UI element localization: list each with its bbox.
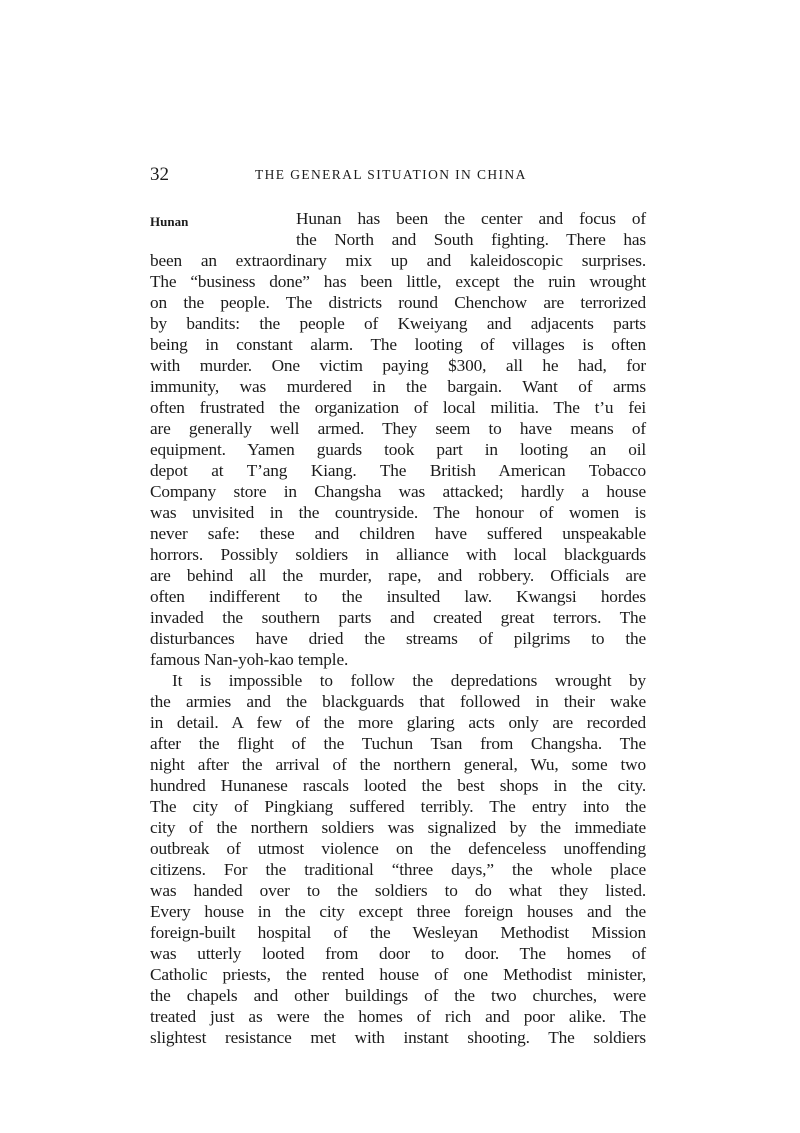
text-line: hundred Hunanese rascals looted the best shops in the city. — [150, 776, 646, 795]
page-header — [150, 163, 646, 187]
text-line: are generally well armed. They seem to have means of — [150, 419, 646, 438]
text-line: foreign-built hospital of the Wesleyan Methodist Mission — [150, 923, 646, 942]
text-line: Hunan has been the center and focus of — [296, 209, 646, 228]
paragraph — [150, 670, 646, 1048]
text-line: with murder. One victim paying $300, all he had, for — [150, 356, 646, 375]
text-line: night after the arrival of the northern general, Wu, some two — [150, 755, 646, 774]
text-line: in detail. A few of the more glaring acts only are recorded — [150, 713, 646, 732]
body-text — [150, 208, 646, 1048]
text-line: the chapels and other buildings of the two churches, were — [150, 986, 646, 1005]
text-line: It is impossible to follow the depredations wrought by — [172, 671, 646, 690]
text-line: immunity, was murdered in the bargain. Want of arms — [150, 377, 646, 396]
text-line: often frustrated the organization of local militia. The t’u fei — [150, 398, 646, 417]
text-line: was utterly looted from door to door. The homes of — [150, 944, 646, 963]
text-line: horrors. Possibly soldiers in alliance with local blackguards — [150, 545, 646, 564]
text-line: slightest resistance met with instant shooting. The soldiers — [150, 1028, 646, 1047]
text-line: invaded the southern parts and created great terrors. The — [150, 608, 646, 627]
text-line: by bandits: the people of Kweiyang and adjacents parts — [150, 314, 646, 333]
text-line: Company store in Changsha was attacked; hardly a house — [150, 482, 646, 501]
running-head: THE GENERAL SITUATION IN CHINA — [255, 167, 527, 182]
text-line: disturbances have dried the streams of pilgrims to the — [150, 629, 646, 648]
paragraph — [150, 208, 646, 670]
text-line: famous Nan-yoh-kao temple. — [150, 650, 349, 669]
text-line: citizens. For the traditional “three days,” the whole place — [150, 860, 646, 879]
text-line: after the flight of the Tuchun Tsan from Changsha. The — [150, 734, 646, 753]
text-line: was unvisited in the countryside. The honour of women is — [150, 503, 646, 522]
text-line: never safe: these and children have suffered unspeakable — [150, 524, 646, 543]
text-line: treated just as were the homes of rich and poor alike. The — [150, 1007, 646, 1026]
text-line: the armies and the blackguards that followed in their wake — [150, 692, 646, 711]
text-line: often indifferent to the insulted law. Kwangsi hordes — [150, 587, 646, 606]
text-line: city of the northern soldiers was signalized by the immediate — [150, 818, 646, 837]
text-line: The “business done” has been little, except the ruin wrought — [150, 272, 646, 291]
page-number: 32 — [150, 164, 169, 185]
text-line: the North and South fighting. There has — [296, 230, 646, 249]
text-line: Every house in the city except three foreign houses and the — [150, 902, 646, 921]
text-line: equipment. Yamen guards took part in looting an oil — [150, 440, 646, 459]
text-line: being in constant alarm. The looting of villages is often — [150, 335, 646, 354]
text-line: are behind all the murder, rape, and robbery. Officials are — [150, 566, 646, 585]
margin-note: Hunan — [150, 214, 189, 229]
text-line: outbreak of utmost violence on the defenceless unoffending — [150, 839, 646, 858]
text-line: Catholic priests, the rented house of one Methodist minister, — [150, 965, 646, 984]
text-line: depot at T’ang Kiang. The British American Tobacco — [150, 461, 646, 480]
text-line: been an extraordinary mix up and kaleidoscopic surprises. — [150, 251, 646, 270]
text-line: on the people. The districts round Chenchow are terrorized — [150, 293, 646, 312]
text-line: The city of Pingkiang suffered terribly. The entry into the — [150, 797, 646, 816]
text-line: was handed over to the soldiers to do what they listed. — [150, 881, 646, 900]
